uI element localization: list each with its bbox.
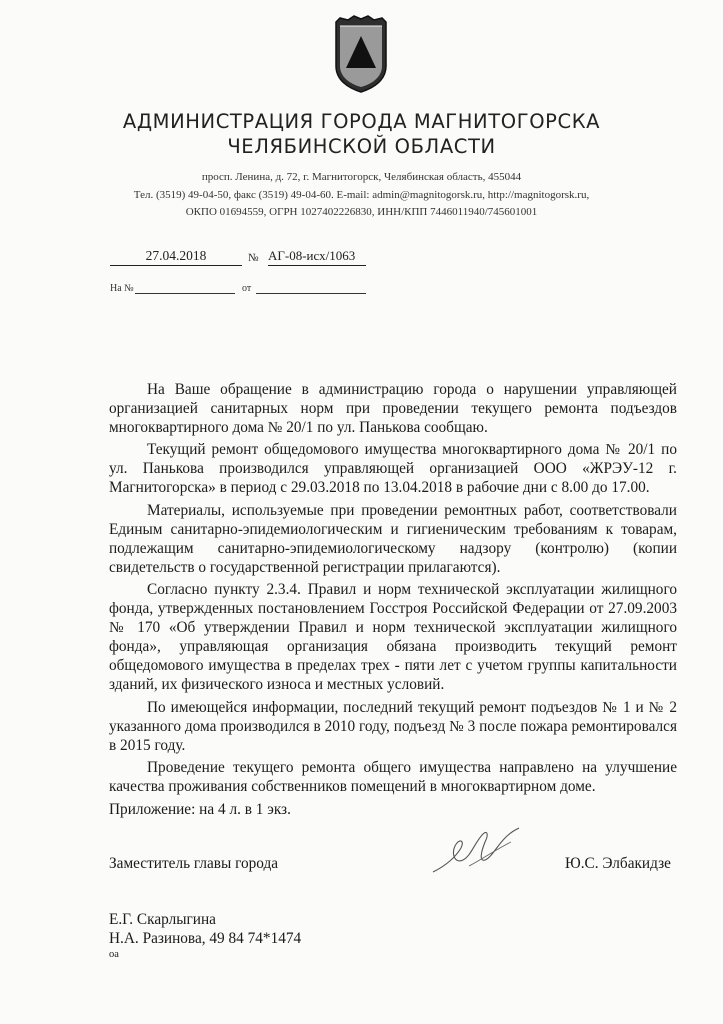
attachment-note: Приложение: на 4 л. в 1 экз. bbox=[109, 801, 291, 818]
organization-region: ЧЕЛЯБИНСКОЙ ОБЛАСТИ bbox=[227, 135, 496, 158]
outgoing-number: АГ-08-исх/1063 bbox=[268, 248, 366, 266]
incoming-number-label: На № bbox=[110, 283, 134, 294]
organization-address: просп. Ленина, д. 72, г. Магнитогорск, Челябинская область, 455044 bbox=[201, 171, 522, 183]
incoming-date-label: от bbox=[242, 283, 252, 294]
body-paragraph: Текущий ремонт общедомового имущества многоквартирного дома № 20/1 по ул. Панькова производился управляющей организацией ООО «ЖРЭУ-12 г. Магнитогорска» в период с 29.03.2018 по 13.04.2018 в рабочие дни с 8.00 до 17.00. bbox=[109, 441, 677, 497]
organization-codes: ОКПО 01694559, ОГРН 1027402226830, ИНН/КПП 7446011940/745601001 bbox=[185, 206, 538, 218]
incoming-number-line bbox=[135, 293, 235, 294]
organization-phones: Тел. (3519) 49-04-50, факс (3519) 49-04-60. E-mail: admin@magnitogorsk.ru, http://magnitogorsk.ru, bbox=[133, 189, 590, 201]
body-paragraph: Материалы, используемые при проведении ремонтных работ, соответствовали Единым санитарно-эпидемиологическим и гигиеническим требованиям к товарам, подлежащим санитарно-эпидемиологическому надзору (контролю) (копии свидетельств о государственной регистрации прилагаются). bbox=[109, 501, 677, 576]
handwritten-signature-icon bbox=[425, 820, 535, 880]
letter-body bbox=[109, 380, 677, 799]
signer-name: Ю.С. Элбакидзе bbox=[565, 855, 671, 872]
city-emblem-icon bbox=[330, 14, 392, 94]
body-paragraph: Проведение текущего ремонта общего имущества направлено на улучшение качества проживания собственников помещений в многоквартирном доме. bbox=[109, 758, 677, 795]
body-paragraph: Согласно пункту 2.3.4. Правил и норм технической эксплуатации жилищного фонда, утвержденных постановлением Госстроя Российской Федерации от 27.09.2003 № 170 «Об утверждении Правил и норм технической эксплуатации жилищного фонда», управляющая организация обязана производить текущий ремонт общедомового имущества в пределах трех - пяти лет с учетом группы капитальности зданий, их физического износа и местных условий. bbox=[109, 580, 677, 694]
outgoing-date: 27.04.2018 bbox=[110, 248, 242, 266]
document-mark: оа bbox=[109, 949, 119, 960]
outgoing-number-label: № bbox=[248, 252, 259, 264]
executor-contact: Н.А. Разинова, 49 84 74*1474 bbox=[109, 930, 302, 947]
incoming-date-line bbox=[256, 293, 366, 294]
body-paragraph: На Ваше обращение в администрацию города о нарушении управляющей организацией санитарных норм при проведении текущего ремонта подъездов многоквартирного дома № 20/1 по ул. Панькова сообщаю. bbox=[109, 381, 677, 437]
executor-name: Е.Г. Скарлыгина bbox=[109, 911, 216, 928]
organization-name: АДМИНИСТРАЦИЯ ГОРОДА МАГНИТОГОРСКА bbox=[122, 110, 601, 133]
body-paragraph: По имеющейся информации, последний текущий ремонт подъездов № 1 и № 2 указанного дома производился в 2010 году, подъезд № 3 после пожара ремонтировался в 2015 году. bbox=[109, 698, 677, 754]
signer-title: Заместитель главы города bbox=[109, 855, 279, 872]
